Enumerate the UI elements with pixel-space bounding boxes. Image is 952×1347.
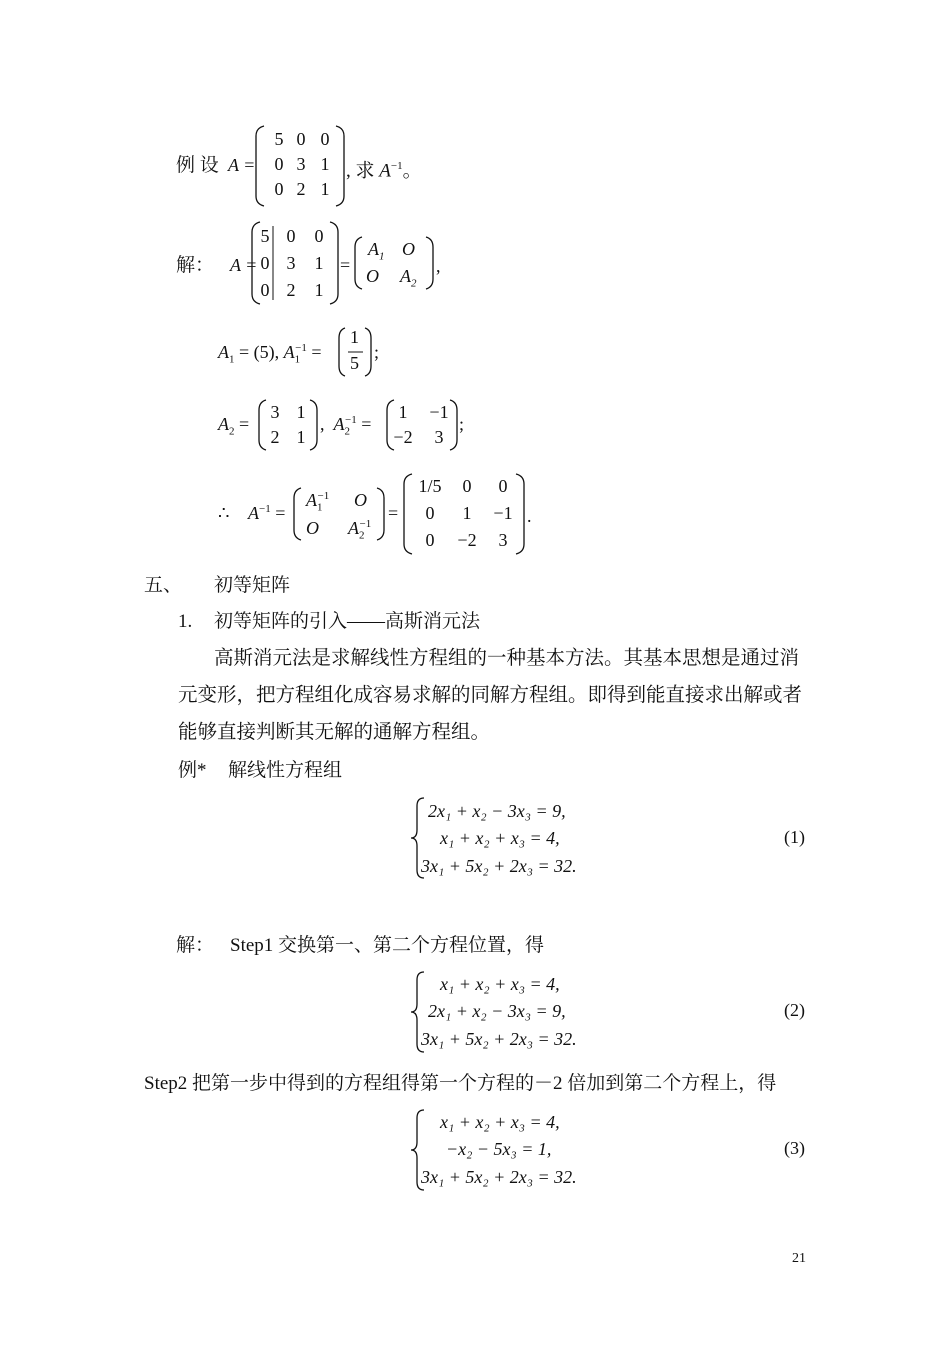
solution-label: 解： — [176, 255, 215, 276]
matrix-a-cell: 1 — [320, 154, 330, 174]
system1-line: x₁ + x₂ + x₃ = 4, — [440, 828, 560, 848]
final-cell: 0 — [498, 476, 508, 496]
comma: , — [436, 256, 441, 276]
example1-ask-end: 。 — [402, 160, 422, 182]
block-a2-sub: 2 — [411, 277, 417, 290]
example1-ask — [346, 154, 422, 183]
final-cell: −2 — [457, 530, 477, 550]
matrix-a-cell: 0 — [296, 129, 306, 149]
block-inverse-o-top: O — [354, 490, 367, 510]
final-cell: 1 — [462, 503, 472, 523]
example1-ask-var: A — [379, 160, 391, 182]
system3-line: x₁ + x₂ + x₃ = 4, — [440, 1112, 560, 1132]
system1-line: 2x₁ + x₂ − 3x₃ = 9, — [428, 801, 566, 821]
a2-cell: 3 — [270, 402, 280, 422]
a2-inverse-lhs: , $A_2^{-1}$ = — [320, 414, 372, 438]
partitioned-cell: 1 — [314, 253, 324, 273]
example2-label: 例* — [178, 760, 207, 781]
semicolon: ; — [374, 342, 380, 362]
matrix-a-cell: 0 — [274, 154, 284, 174]
matrix-a-cell: 2 — [296, 179, 306, 199]
a1-definition: $A_1 = (5)$, $A_1^{-1}$ = — [218, 342, 322, 366]
a2-lhs: $A_2$ = — [218, 414, 250, 438]
partitioned-cell: 1 — [314, 280, 324, 300]
partitioned-cell: 5 — [260, 226, 270, 246]
block-o-bottom: O — [366, 266, 379, 286]
equals-sign: = — [388, 503, 399, 523]
matrix-a-cell: 1 — [320, 179, 330, 199]
equation-tag-3: (3) — [784, 1138, 805, 1158]
section5-number: 五、 — [144, 575, 183, 596]
solution-a-lhs: A = — [230, 255, 258, 275]
step1-text: Step1 交换第一、第二个方程位置，得 — [230, 935, 545, 956]
subsection1-number: 1. — [178, 611, 193, 632]
system3-line: −x₂ − 5x₃ = 1, — [446, 1139, 552, 1159]
page-number: 21 — [792, 1251, 806, 1266]
a1-inverse-numerator: 1 — [350, 327, 359, 347]
step1-label: 解： — [176, 935, 215, 956]
final-cell: 0 — [425, 503, 435, 523]
system1-line: 3x₁ + 5x₂ + 2x₃ = 32. — [421, 856, 577, 876]
a2-inverse-cell: −1 — [429, 402, 449, 422]
partitioned-cell: 0 — [314, 226, 324, 246]
partitioned-cell: 0 — [260, 280, 270, 300]
semicolon: ; — [459, 414, 465, 434]
partitioned-cell: 3 — [286, 253, 296, 273]
step2-text: Step2 把第一步中得到的方程组得第一个方程的－2 倍加到第二个方程上，得 — [144, 1073, 777, 1094]
partitioned-cell: 2 — [286, 280, 296, 300]
final-cell: 0 — [425, 530, 435, 550]
matrix-a-cell: 3 — [296, 154, 306, 174]
block-a1-sub: 1 — [379, 250, 385, 263]
period: . — [527, 506, 532, 526]
equals-sign: = — [340, 255, 351, 275]
example1-a-lhs: A = — [228, 155, 256, 175]
block-a1-name: A — [368, 239, 379, 259]
example1-label: 例 设 — [176, 155, 219, 176]
example2-title: 解线性方程组 — [228, 760, 343, 781]
a1-inverse-denominator: 5 — [350, 353, 359, 373]
equation-tag-2: (2) — [784, 1000, 805, 1020]
section5-title: 初等矩阵 — [214, 575, 291, 596]
subsection1-title: 初等矩阵的引入——高斯消元法 — [214, 611, 481, 632]
final-cell: 0 — [462, 476, 472, 496]
a2-cell: 1 — [296, 402, 306, 422]
a-inverse-lhs: $A^{-1}$ = — [248, 503, 286, 523]
matrix-a-cell: 0 — [320, 129, 330, 149]
paragraph-text: 高斯消元法是求解线性方程组的一种基本方法。其基本思想是通过消元变形，把方程组化成容易求解的同解方程组。即得到能直接求出解或者能够直接判断其无解的通解方程组。 — [178, 648, 803, 743]
matrix-a-cell: 5 — [274, 129, 284, 149]
final-cell: −1 — [493, 503, 513, 523]
body-paragraph — [178, 640, 808, 751]
block-inverse-a2: $A_2^{-1}$ — [348, 518, 372, 542]
block-a2 — [400, 266, 417, 290]
system2-line: 2x₁ + x₂ − 3x₃ = 9, — [428, 1001, 566, 1021]
matrix-a-cell: 0 — [274, 179, 284, 199]
a2-inverse-cell: −2 — [393, 427, 413, 447]
block-a2-name: A — [400, 266, 411, 286]
example1-ask-text: , 求 — [346, 160, 375, 182]
a2-cell: 1 — [296, 427, 306, 447]
a2-inverse-cell: 3 — [434, 427, 444, 447]
block-a1 — [368, 239, 385, 263]
a2-cell: 2 — [270, 427, 280, 447]
block-inverse-o-bottom: O — [306, 518, 319, 538]
partitioned-cell: 0 — [286, 226, 296, 246]
system3-line: 3x₁ + 5x₂ + 2x₃ = 32. — [421, 1167, 577, 1187]
equation-tag-1: (1) — [784, 827, 805, 847]
a2-inverse-cell: 1 — [398, 402, 408, 422]
block-inverse-a1: $A_1^{-1}$ — [306, 490, 330, 514]
final-cell: 1/5 — [418, 476, 442, 496]
system2-line: 3x₁ + 5x₂ + 2x₃ = 32. — [421, 1029, 577, 1049]
system2-line: x₁ + x₂ + x₃ = 4, — [440, 974, 560, 994]
partitioned-cell: 0 — [260, 253, 270, 273]
block-o-top: O — [402, 239, 415, 259]
final-cell: 3 — [498, 530, 508, 550]
example1-ask-sup: −1 — [390, 160, 403, 172]
therefore-symbol: ∴ — [218, 503, 230, 523]
